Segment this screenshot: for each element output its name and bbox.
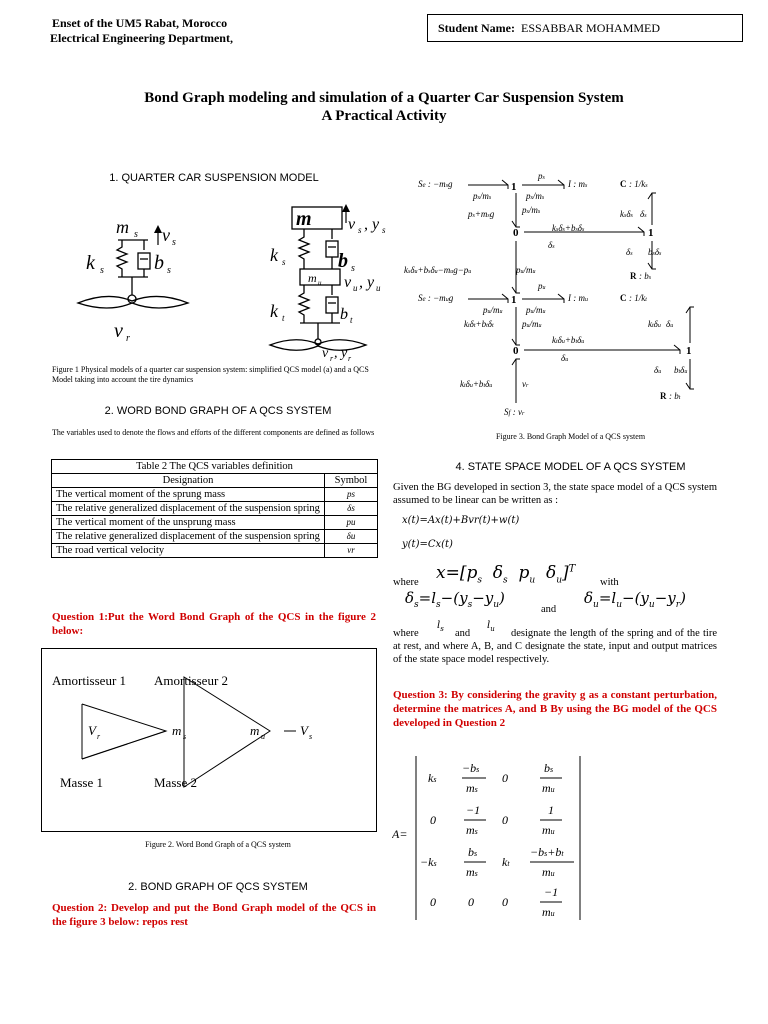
svg-text:r: r — [330, 354, 334, 363]
svg-text:pu/mu: pu/mu — [516, 265, 536, 275]
table-caption: Table 2 The QCS variables definition — [52, 460, 378, 474]
svg-text:ps/ms: ps/ms — [526, 191, 545, 201]
where-label: where — [393, 577, 419, 588]
svg-text:r: r — [126, 333, 130, 344]
question-3: Question 3: By considering the gravity g as a constant perturbation, determine the matrices A, and B By using the BG model of the QCS developed in Question 2 — [393, 689, 717, 729]
state-space-description: designate the length of the spring and of the tire at rest, and where A, B, and C designate the state, input and output matrices of the state space model respectively. — [393, 628, 717, 665]
question-1: Question 1:Put the Word Bond Graph of the QCS in the figure 2 below: — [52, 611, 376, 637]
svg-text:r: r — [348, 354, 352, 363]
svg-text:ks: ks — [428, 771, 437, 785]
svg-text:δs: δs — [640, 209, 647, 219]
svg-text:ps/ms: ps/ms — [522, 205, 541, 215]
masse2-label: Masse 2 — [154, 775, 197, 790]
figure3-bond-graph — [398, 165, 743, 423]
svg-text:pu/mu: pu/mu — [522, 319, 542, 329]
svg-text:I : ms: I : ms — [568, 179, 588, 189]
svg-text:−1: −1 — [466, 803, 481, 817]
table-row — [52, 488, 378, 502]
svg-text:m: m — [296, 208, 312, 230]
question-2: Question 2: Develop and put the Bond Graph model of the QCS in the figure 3 below: repos rest — [52, 902, 376, 928]
svg-text:k: k — [270, 301, 278, 321]
svg-text:0: 0 — [430, 895, 436, 909]
with-label: with — [600, 577, 619, 588]
svg-text:mu: mu — [542, 781, 555, 795]
state-space-intro: Given the BG developed in section 3, the state space model of a QCS system assumed to be linear can be written as : — [393, 482, 717, 506]
svg-text:ps: ps — [538, 171, 545, 181]
svg-text:ktδu: ktδu — [648, 319, 661, 329]
svg-text:C: C — [620, 179, 627, 189]
svg-text:−bs+bt: −bs+bt — [530, 845, 564, 859]
svg-text:m: m — [116, 217, 129, 237]
vr-label: V — [88, 723, 96, 738]
svg-text:δs: δs — [548, 240, 555, 250]
svg-text:bsδs: bsδs — [648, 247, 662, 257]
row-designation: The relative generalized displacement of the suspension spring — [52, 530, 325, 544]
svg-text:0: 0 — [513, 227, 519, 239]
svg-text:b: b — [338, 250, 348, 272]
svg-text:t: t — [350, 315, 353, 325]
col-designation: Designation — [52, 474, 325, 488]
vs-label: V — [300, 723, 308, 738]
student-name-box — [427, 14, 743, 42]
svg-text:: 1/ks: : 1/ks — [629, 179, 648, 189]
svg-text:s: s — [358, 225, 362, 235]
ms-sub: s — [183, 732, 187, 741]
row-symbol: vr — [325, 544, 378, 558]
svg-text:v: v — [162, 225, 170, 245]
matrix-a — [392, 752, 597, 922]
svg-text:0: 0 — [430, 813, 436, 827]
page-subtitle: A Practical Activity — [321, 108, 447, 124]
row-designation: The vertical moment of the sprung mass — [52, 488, 325, 502]
svg-text:ktδt+btδt: ktδt+btδt — [464, 319, 494, 329]
svg-text:b: b — [340, 306, 348, 323]
svg-text:0: 0 — [468, 895, 474, 909]
svg-text:I : mu: I : mu — [568, 293, 588, 303]
amort1-label: Amortisseur 1 — [52, 673, 127, 688]
svg-text:mu: mu — [542, 905, 555, 919]
svg-text:δu: δu — [654, 365, 662, 375]
variables-intro: The variables used to denote the flows and efforts of the different components are defined as follows — [52, 428, 375, 437]
where-label-2: where — [393, 628, 419, 639]
svg-text:k: k — [270, 245, 278, 265]
student-name: ESSABBAR MOHAMMED — [521, 20, 661, 35]
svg-text:0: 0 — [513, 345, 519, 357]
svg-text:1: 1 — [648, 227, 654, 239]
svg-text:ps+msg: ps+msg — [468, 209, 495, 219]
svg-text:δu: δu — [561, 353, 569, 363]
svg-text:vr: vr — [522, 379, 529, 389]
svg-text:s: s — [282, 257, 286, 267]
row-designation: The relative generalized displacement of the suspension spring — [52, 502, 325, 516]
svg-text:b: b — [154, 252, 164, 274]
svg-text:v: v — [322, 346, 329, 361]
svg-text:, y: , y — [359, 274, 375, 291]
page-title: Bond Graph modeling and simulation of a Quarter Car Suspension System — [144, 90, 624, 106]
svg-text:m: m — [308, 271, 317, 285]
svg-text:ps/ms: ps/ms — [473, 191, 492, 201]
svg-text:v: v — [114, 320, 123, 342]
lu-symbol: $l_u$ — [487, 620, 495, 633]
and-label: and — [541, 604, 557, 615]
svg-text:R: R — [630, 271, 637, 281]
svg-text:−bs: −bs — [462, 761, 480, 775]
institution-line-2: Electrical Engineering Department, — [50, 31, 233, 45]
svg-text:bs: bs — [544, 761, 554, 775]
svg-text:1: 1 — [511, 294, 517, 306]
word-bond-graph — [42, 649, 376, 831]
svg-text:v: v — [344, 274, 352, 291]
table-row — [52, 516, 378, 530]
mu-label: m — [250, 723, 260, 738]
svg-text:ksδs: ksδs — [620, 209, 633, 219]
ms-label: m — [172, 723, 182, 738]
svg-text:1: 1 — [548, 803, 554, 817]
svg-text:s: s — [351, 263, 355, 274]
svg-text:t: t — [282, 313, 285, 323]
svg-text:u: u — [318, 279, 322, 287]
svg-text:δs: δs — [626, 247, 633, 257]
svg-text:k: k — [86, 252, 95, 274]
svg-text:s: s — [382, 225, 386, 235]
svg-text:s: s — [100, 265, 104, 276]
row-symbol: ps — [325, 488, 378, 502]
svg-text:: bt: : bt — [669, 391, 681, 401]
svg-text:s: s — [172, 237, 176, 248]
svg-text:C: C — [620, 293, 627, 303]
svg-text:mu: mu — [542, 865, 555, 879]
svg-text:1: 1 — [511, 181, 517, 193]
svg-text:u: u — [376, 283, 381, 293]
figure2-caption: Figure 2. Word Bond Graph of a QCS system — [145, 840, 291, 849]
student-label: Student Name: — [438, 20, 515, 35]
svg-text:0: 0 — [502, 813, 508, 827]
svg-text:0: 0 — [502, 895, 508, 909]
figure3-caption: Figure 3. Bond Graph Model of a QCS system — [495, 432, 646, 441]
svg-text:A=: A= — [392, 827, 408, 841]
table-row — [52, 530, 378, 544]
svg-text:v: v — [348, 216, 356, 233]
section2-heading: 2. WORD BOND GRAPH OF A QCS SYSTEM — [104, 405, 332, 417]
equation-output: y(t)=Cx(t) — [402, 539, 453, 550]
svg-text:−1: −1 — [544, 885, 559, 899]
row-designation: The vertical moment of the unsprung mass — [52, 516, 325, 530]
svg-text:: 1/kt: : 1/kt — [629, 293, 647, 303]
svg-text:, y: , y — [334, 346, 348, 361]
svg-text:mu: mu — [542, 823, 555, 837]
svg-text:ksδs+bsδs: ksδs+bsδs — [552, 223, 585, 233]
svg-text:ms: ms — [466, 865, 478, 879]
row-designation: The road vertical velocity — [52, 544, 325, 558]
svg-text:Se : −mug: Se : −mug — [418, 293, 454, 303]
svg-text:Se : −msg: Se : −msg — [418, 179, 453, 189]
svg-text:pu/mu: pu/mu — [483, 305, 503, 315]
svg-text:s: s — [134, 229, 138, 240]
vr-sub: r — [97, 732, 101, 741]
svg-text:u: u — [353, 283, 358, 293]
figure2-box — [41, 648, 377, 832]
figure1-suspension-drawing — [48, 195, 398, 365]
svg-text:kt: kt — [502, 855, 510, 869]
institution-line-1: Enset of the UM5 Rabat, Morocco — [52, 16, 228, 30]
svg-text:btδu: btδu — [674, 365, 688, 375]
row-symbol: pu — [325, 516, 378, 530]
svg-text:1: 1 — [686, 345, 692, 357]
section1-heading: 1. QUARTER CAR SUSPENSION MODEL — [109, 172, 319, 184]
svg-text:pu: pu — [538, 281, 546, 291]
state-vector: $x=[p_s$ $\delta_s$ $p_u$ $\delta_u]^T$ — [436, 563, 576, 586]
row-symbol: δu — [325, 530, 378, 544]
svg-text:ktδu+btδu: ktδu+btδu — [552, 335, 585, 345]
svg-text:ksδu+bsδu−mug−pu: ksδu+bsδu−mug−pu — [404, 265, 472, 275]
svg-text:0: 0 — [502, 771, 508, 785]
svg-text:: bs: : bs — [639, 271, 652, 281]
delta-s-equation: $\delta_s=l_s-(y_s-y_u)$ — [405, 589, 505, 610]
and-label-2: and — [455, 628, 471, 639]
section3-heading: 2. BOND GRAPH OF QCS SYSTEM — [128, 881, 308, 893]
ls-symbol: $l_s$ — [437, 620, 444, 633]
svg-text:, y: , y — [364, 216, 380, 233]
svg-text:δu: δu — [666, 319, 674, 329]
amort2-label: Amortisseur 2 — [154, 673, 229, 688]
col-symbol: Symbol — [325, 474, 378, 488]
variables-table — [51, 459, 378, 558]
table-row — [52, 502, 378, 516]
masse1-label: Masse 1 — [60, 775, 103, 790]
section4-heading: 4. STATE SPACE MODEL OF A QCS SYSTEM — [455, 461, 686, 473]
svg-text:ms: ms — [466, 823, 478, 837]
delta-u-equation: $\delta_u=l_u-(y_u-y_r)$ — [584, 589, 686, 610]
equation-state: x(t)=Ax(t)+Bvr(t)+w(t) — [402, 515, 520, 526]
svg-text:−ks: −ks — [420, 855, 437, 869]
svg-text:bs: bs — [468, 845, 478, 859]
mu-sub: u — [261, 732, 265, 741]
svg-text:ktδu+btδu: ktδu+btδu — [460, 379, 493, 389]
svg-text:s: s — [167, 265, 171, 276]
svg-text:R: R — [660, 391, 667, 401]
svg-text:pu/mu: pu/mu — [526, 305, 546, 315]
vs-sub: s — [309, 732, 313, 741]
table-row — [52, 544, 378, 558]
row-symbol: δs — [325, 502, 378, 516]
figure1-caption: Figure 1 Physical models of a quarter car suspension system: simplified QCS model (a) and a QCS Model taking into account the tire dynamics — [52, 365, 369, 384]
svg-text:ms: ms — [466, 781, 478, 795]
svg-text:Sf : vr: Sf : vr — [504, 407, 525, 417]
